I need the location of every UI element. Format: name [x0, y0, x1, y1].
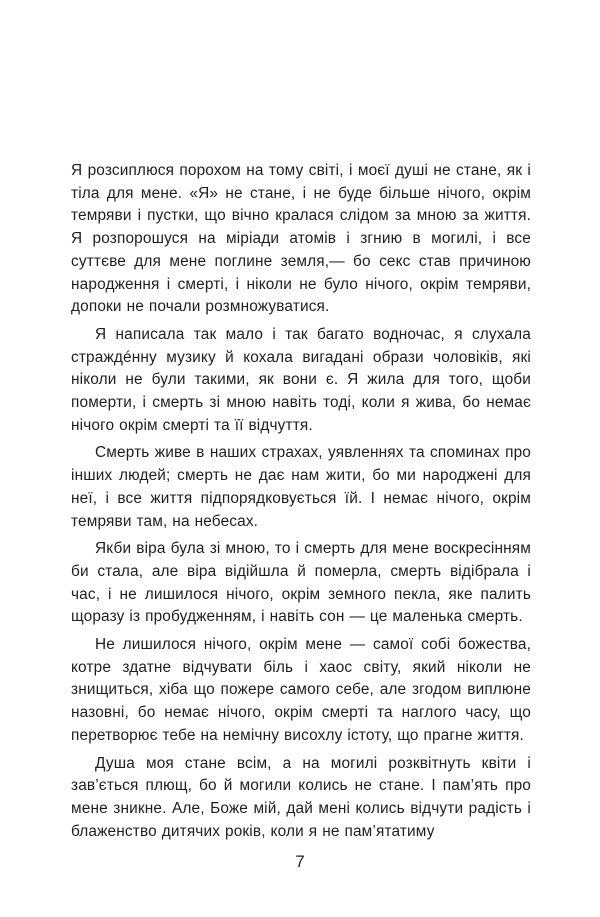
paragraph-6: Душа моя стане всім, а на могилі розквітнуть квіти і зав’ється плющ, бо й могили колись не стане. І пам’ять про мене зникне. Але, Боже мій, дай мені колись відчути радість і блаженство дитячих років, коли я не пам’ятатиму	[71, 754, 531, 840]
paragraph-3: Смерть живе в наших страхах, уявленнях та споминах про інших людей; смерть не дає нам жити, бо ми народжені для неї, і все життя підпорядковується їй. І немає нічого, окрім темряви там, на небесах.	[71, 444, 531, 530]
page-number: 7	[295, 852, 305, 871]
paragraph-2: Я написала так мало і так багато водночас, я слухала страждéнну музику й кохала вигадані образи чоловіків, які ніколи не були такими, як вони є. Я жила для того, щоби померти, і смерть зі мною навіть тоді, коли я жива, бо немає нічого окрім смерті та її відчуття.	[71, 325, 531, 434]
paragraph-5: Не лишилося нічого, окрім мене — самої собі божества, котре здатне відчувати біль і хаос світу, який ніколи не знищиться, хіба що пожере самого себе, але згодом виплюне назовні, бо немає нічого, окрім смерті та наглого часу, що перетворює тебе на немічну висохлу істоту, що прагне життя.	[71, 636, 531, 744]
paragraph-1: Я розсиплюся порохом на тому світі, і моєї душі не стане, як і тіла для мене. «Я» не стане, і не буде більше нічого, окрім темряви і пустки, що вічно кралася слідом за мною за життя. Я розпорошуся на міріади атомів і згнию в могилі, і все суттєве для мене поглине земля,— бо секс став причиною народження і смерті, і ніколи не було нічого, окрім темряви, допоки не почали розмножуватися.	[71, 162, 531, 316]
body-text	[71, 160, 531, 843]
paragraph-4: Якби віра була зі мною, то і смерть для мене воскресінням би стала, але віра відійшла й померла, смерть відібрала і час, і не лишилося нічого, окрім земного пекла, яке палить щоразу із пробудженням, і навіть сон — це маленька смерть.	[71, 540, 531, 626]
